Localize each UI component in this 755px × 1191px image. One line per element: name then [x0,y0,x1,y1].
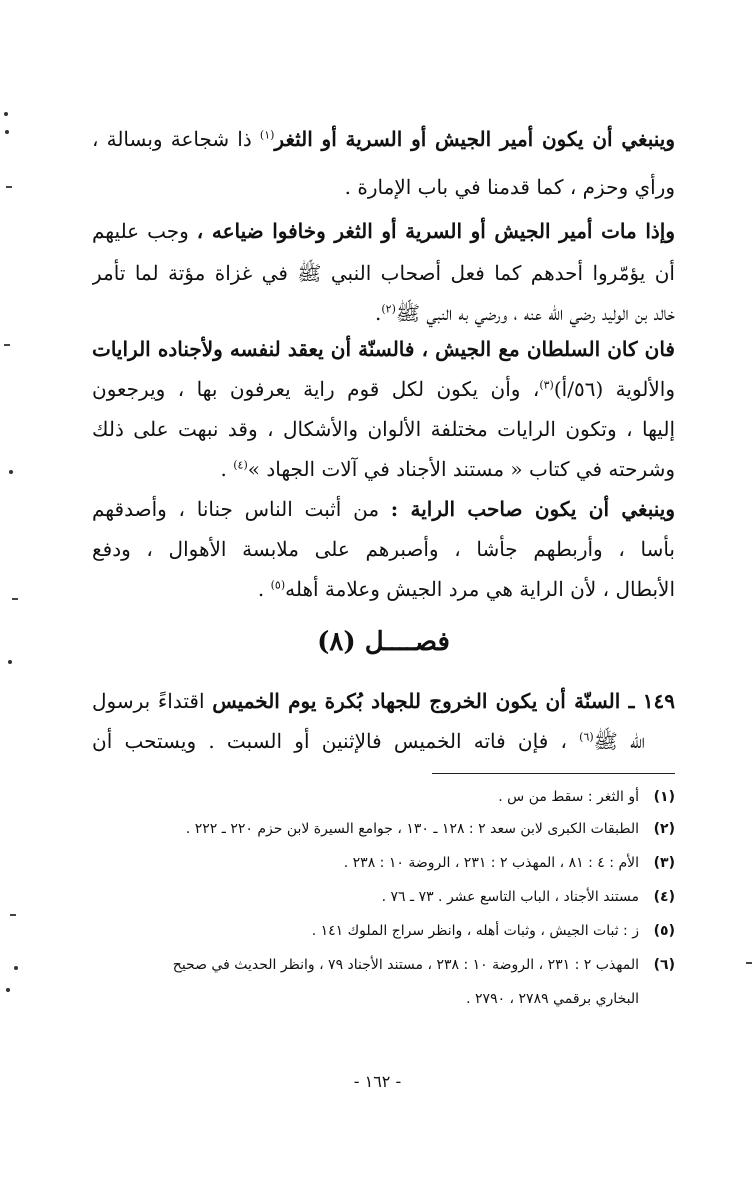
footnote-text: المهذب ٢ : ٢٣١ ، الروضة ١٠ : ٢٣٨ ، مستند الأجناد ٧٩ ، وانظر الحديث في صحيح [172,957,639,973]
footnote-text: الطبقات الكبرى لابن سعد ٢ : ١٢٨ ـ ١٣٠ ، جوامع السيرة لابن حزم ٢٢٠ ـ ٢٢٢ . [185,821,639,837]
scan-speck [10,914,16,916]
section-line-2-rest: ، فإن فاته الخميس فالإثنين أو السبت . ويستحب أن [92,729,580,753]
footnote-3 [92,850,675,878]
body-line-8-text: إليها ، وتكون الرايات مختلفة الألوان والأشكال ، وقد نبهت على ذلك [92,417,675,441]
footnote-number: (٦) [653,957,675,973]
footnote-ref-2[interactable]: (٢) [381,302,396,316]
footnote-text: ز : ثبات الجيش ، وثبات أهله ، وانظر سراج الملوك ١٤١ . [311,923,639,939]
scan-speck [14,966,18,970]
body-line-4 [92,256,675,292]
body-line-6-text: فان كان السلطان مع الجيش ، فالسنّة أن يعقد لنفسه ولأجناده الرايات [92,337,675,361]
footnote-6-continued [92,986,675,1014]
body-line-7-lead: والألوية (٥٦/أ) [553,377,675,401]
footnote-6 [92,952,675,980]
section-line-1 [92,684,675,720]
body-line-12-text: الأبطال ، لأن الراية هي مرد الجيش وعلامة أهله [285,577,675,601]
footnote-text: مستند الأجناد ، الباب التاسع عشر . ٧٣ ـ ٧٦ . [381,889,639,905]
body-line-4-text: أن يؤمّروا أحدهم كما فعل أصحاب النبي ﷺ في غزاة مؤتة لما تأمر [92,261,675,285]
footnote-separator [432,773,675,774]
scan-speck [6,186,12,188]
section-line-1-lead: ١٤٩ ـ السنّة أن يكون الخروج للجهاد بُكرة يوم الخميس [212,689,675,713]
footnote-ref-3[interactable]: (٣) [539,378,554,392]
footnote-text: أو الثغر : سقط من س . [498,789,639,805]
body-line-2-text: ورأي وحزم ، كما قدمنا في باب الإمارة . [344,175,675,199]
footnote-number: (٥) [653,923,675,939]
scan-speck [746,962,752,964]
body-line-11 [92,532,675,568]
body-line-9-rest: . [220,457,234,481]
scan-speck [5,130,9,134]
page-number: - ١٦٢ - [353,1072,402,1091]
body-line-10-rest: من أثبت الناس جنانا ، وأصدقهم [92,497,391,521]
body-line-6 [92,332,675,368]
scan-speck [12,598,18,600]
footnote-ref-1[interactable]: (١) [259,128,275,142]
body-line-1-rest: ذا شجاعة وبسالة ، [92,127,260,151]
section-line-1-rest: اقتداءً برسول [92,689,213,713]
footnote-ref-5[interactable]: (٥) [270,578,286,592]
footnote-number: (٣) [653,855,675,871]
body-line-10-lead: وينبغي أن يكون صاحب الراية : [390,497,675,521]
body-line-3-lead: وإذا مات أمير الجيش أو السرية أو الثغر وخافوا ضياعه ، [196,219,675,243]
body-line-7-rest: ، وأن يكون لكل قوم راية يعرفون بها ، ويرجعون [92,377,540,401]
section-line-2 [92,724,645,760]
body-line-5-rest: . [375,301,382,325]
body-line-3-rest: وجب عليهم [92,219,197,243]
footnote-1 [92,784,675,812]
footnote-number: (١) [653,789,675,805]
footnote-text: الأم : ٤ : ٨١ ، المهذب ٢ : ٢٣١ ، الروضة ١٠ : ٢٣٨ . [343,855,639,871]
body-line-12-rest: . [257,577,271,601]
footnote-ref-4[interactable]: (٤) [233,458,248,472]
body-line-1 [92,122,675,158]
scan-speck [4,344,10,346]
footnote-number: (٢) [653,821,675,837]
scan-speck [4,112,8,116]
footnote-4 [92,884,675,912]
body-line-9 [92,452,675,488]
footnote-ref-6[interactable]: (٦) [579,730,594,744]
body-line-5-text: خالد بن الوليد رضي الله عنه ، ورضي به النبي ﷺ [395,301,675,325]
body-line-7 [92,372,675,408]
body-line-9-text: وشرحته في كتاب « مستند الأجناد في آلات الجهاد » [247,457,675,481]
footnote-number: (٤) [653,889,675,905]
body-line-5 [92,296,675,332]
body-line-11-text: بأسا ، وأربطهم جأشا ، وأصبرهم على ملابسة الأهوال ، ودفع [92,537,675,561]
footnote-2 [92,816,675,844]
footnote-text: البخاري برقمي ٢٧٨٩ ، ٢٧٩٠ . [466,991,639,1007]
body-line-8 [92,412,675,448]
body-line-12 [92,572,675,608]
scan-speck [9,470,13,474]
section-heading: فصــــل (٨) [317,627,450,657]
footnote-5 [92,918,675,946]
section-line-2-lead: الله ﷺ [593,729,645,753]
body-line-10 [92,492,675,528]
body-line-3 [92,214,675,250]
scan-speck [8,660,12,664]
scan-speck [6,988,10,992]
body-line-1-lead: وينبغي أن يكون أمير الجيش أو السرية أو الثغر [274,127,675,151]
body-line-2 [92,170,675,206]
